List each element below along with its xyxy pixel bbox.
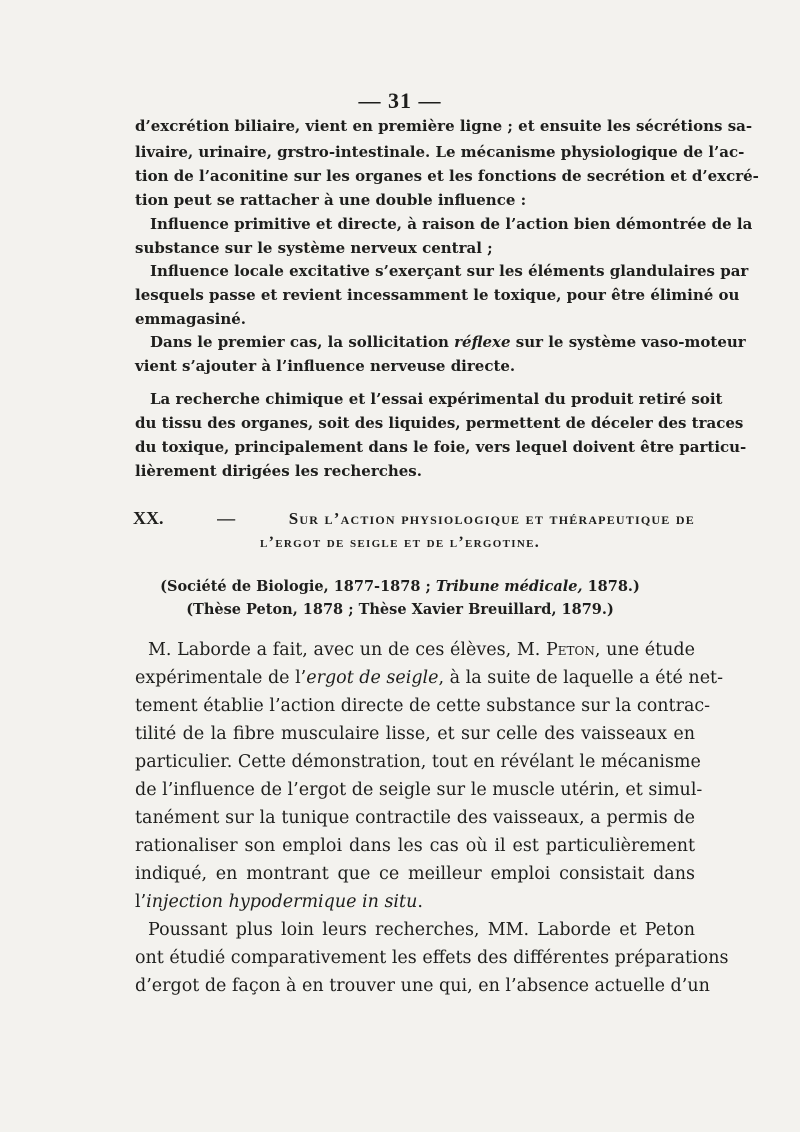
body-line: rationaliser son emploi dans les cas où il est particulièrement	[135, 836, 695, 856]
body-line: particulier. Cette démonstration, tout en révélant le mécanisme	[135, 752, 701, 772]
text-line: tion peut se rattacher à une double influence :	[135, 191, 527, 209]
body-line: M. Laborde a fait, avec un de ces élèves, M. Peton, une étude	[148, 640, 695, 660]
text-line: substance sur le système nerveux central ;	[135, 239, 493, 257]
text-line: du tissu des organes, soit des liquides, permettent de déceler des traces	[135, 414, 744, 432]
text-line: tion de l’aconitine sur les organes et les fonctions de secrétion et d’excré-	[135, 167, 759, 185]
body-line: indiqué, en montrant que ce meilleur emploi consistait dans	[135, 864, 695, 884]
text-line: d’excrétion biliaire, vient en première ligne ; et ensuite les sécrétions sa-	[135, 117, 753, 135]
text-line: lièrement dirigées les recherches.	[135, 462, 422, 480]
text-line: La recherche chimique et l’essai expérimental du produit retiré soit	[150, 390, 723, 408]
page-number: — 31 —	[358, 88, 442, 113]
text-line: Influence primitive et directe, à raison de l’action bien démontrée de la	[150, 215, 753, 233]
text-line: Dans le premier cas, la sollicitation réflexe sur le système vaso-moteur	[150, 333, 746, 351]
body-line: tanément sur la tunique contractile des vaisseaux, a permis de	[135, 808, 695, 828]
section-dash: —	[217, 508, 236, 528]
body-line: expérimentale de l’ergot de seigle, à la suite de laquelle a été net-	[135, 668, 724, 688]
text-line: Influence locale excitative s’exerçant sur les éléments glandulaires par	[150, 262, 749, 280]
section-title-line1	[133, 508, 695, 529]
body-line: d’ergot de façon à en trouver une qui, en l’absence actuelle d’un	[135, 976, 710, 996]
section-numeral: XX.	[133, 508, 164, 528]
text-line: vient s’ajouter à l’influence nerveuse directe.	[135, 357, 516, 375]
text-line: emmagasiné.	[135, 310, 247, 328]
citation-line: (Société de Biologie, 1877-1878 ; Tribune médicale, 1878.)	[160, 578, 640, 595]
section-title-line2: l’ergot de seigle et de l’ergotine.	[259, 534, 541, 551]
body-line: tement établie l’action directe de cette substance sur la contrac-	[135, 696, 711, 716]
body-line: tilité de la fibre musculaire lisse, et sur celle des vaisseaux en	[135, 724, 695, 744]
body-line: Poussant plus loin leurs recherches, MM. Laborde et Peton	[148, 920, 695, 940]
body-line: ont étudié comparativement les effets des différentes préparations	[135, 948, 729, 968]
text-line: du toxique, principalement dans le foie, vers lequel doivent être particu-	[135, 438, 747, 456]
text-line: livaire, urinaire, grstro-intestinale. Le mécanisme physiologique de l’ac-	[135, 143, 745, 161]
section-title: Sur l’action physiologique et thérapeutique de	[288, 509, 695, 528]
citation-line: (Thèse Peton, 1878 ; Thèse Xavier Breuillard, 1879.)	[186, 601, 614, 618]
body-line: l’injection hypodermique in situ.	[135, 892, 423, 912]
text-line: lesquels passe et revient incessamment le toxique, pour être éliminé ou	[135, 286, 740, 304]
body-line: de l’influence de l’ergot de seigle sur le muscle utérin, et simul-	[135, 780, 703, 800]
